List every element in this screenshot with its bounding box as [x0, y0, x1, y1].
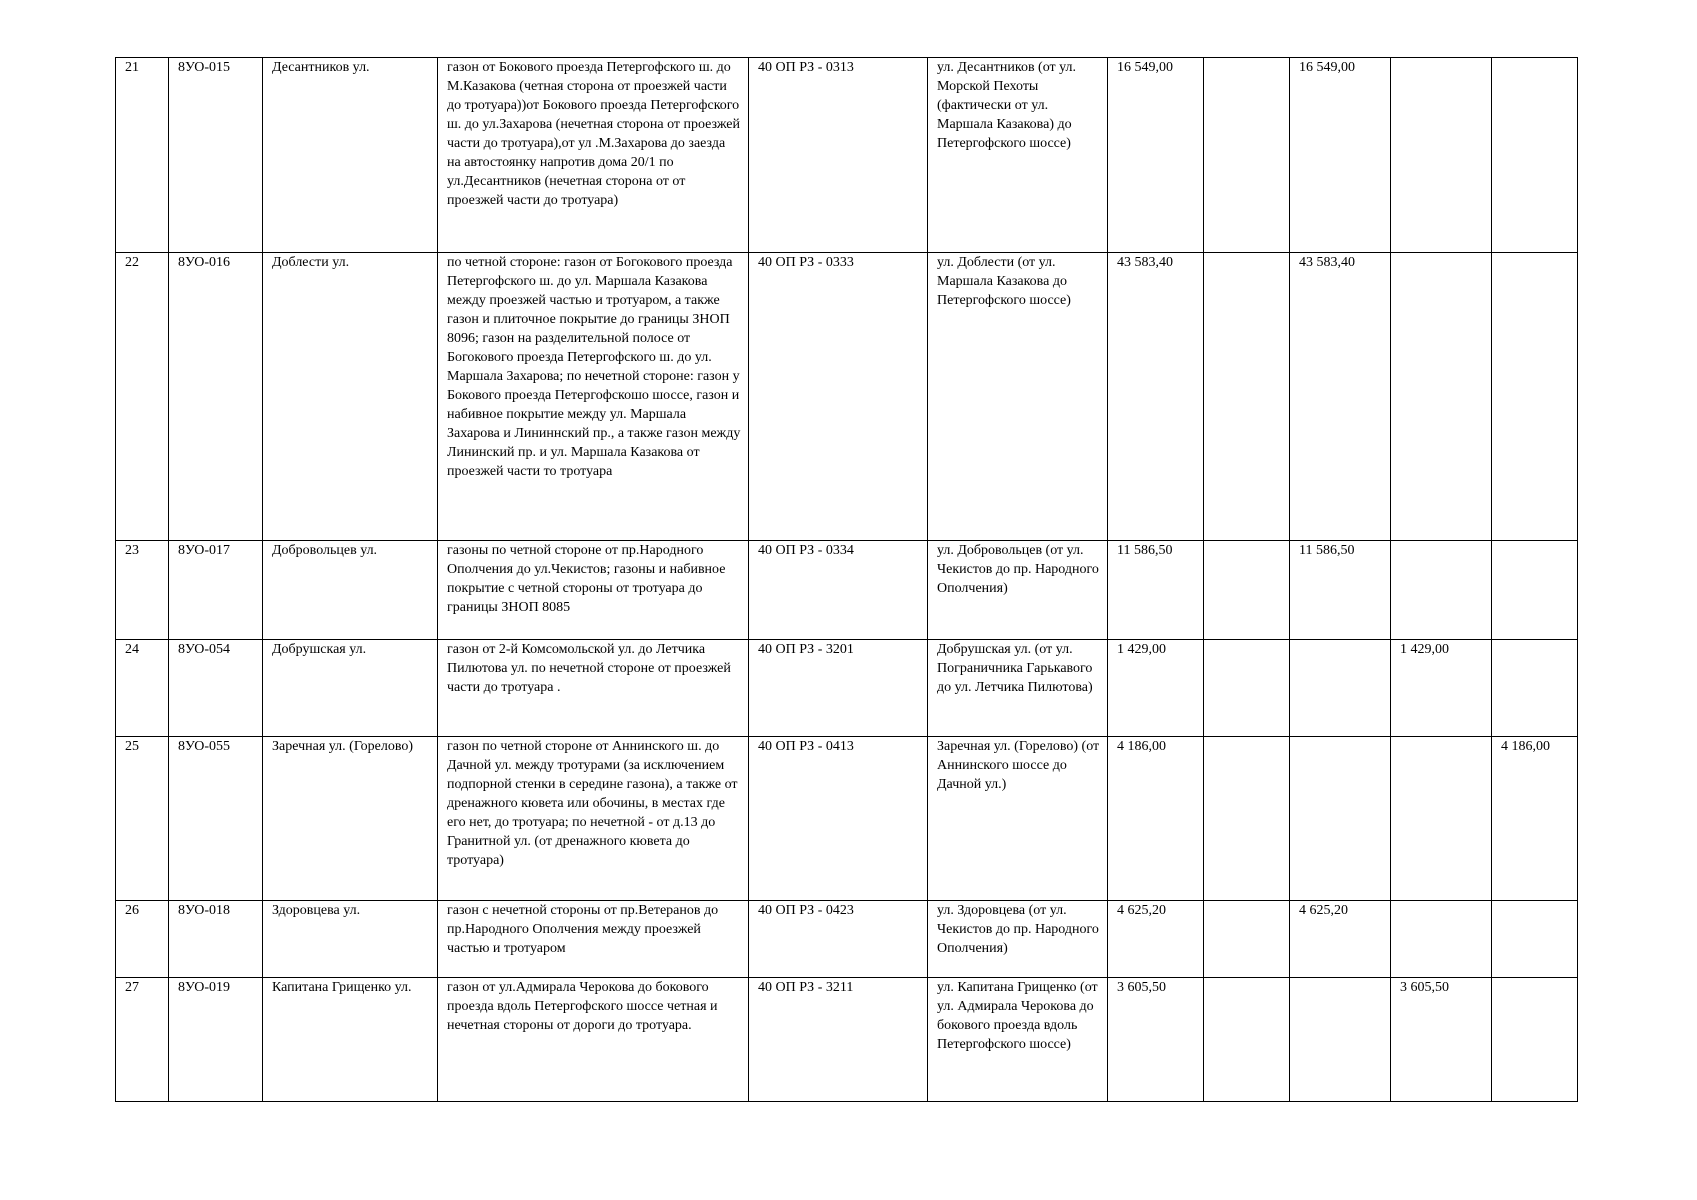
cell-code: 8УО-019	[169, 978, 263, 1102]
cell-street: Заречная ул. (Горелово)	[263, 737, 438, 901]
cell-col8	[1204, 737, 1290, 901]
cell-area: 3 605,50	[1108, 978, 1204, 1102]
cell-col8	[1204, 640, 1290, 737]
cell-col8	[1204, 58, 1290, 253]
cell-col9	[1290, 737, 1391, 901]
cell-col9: 43 583,40	[1290, 253, 1391, 541]
cell-number: 23	[116, 541, 169, 640]
cell-area: 1 429,00	[1108, 640, 1204, 737]
cell-code: 8УО-018	[169, 901, 263, 978]
cell-col10: 1 429,00	[1391, 640, 1492, 737]
table-row	[116, 541, 1578, 640]
cell-road-id: 40 ОП РЗ - 3211	[749, 978, 928, 1102]
cell-road-name: ул. Доблести (от ул. Маршала Казакова до Петергофского шоссе)	[928, 253, 1108, 541]
cell-number: 25	[116, 737, 169, 901]
cell-street: Доблести ул.	[263, 253, 438, 541]
cell-area: 43 583,40	[1108, 253, 1204, 541]
cell-description: газон по четной стороне от Аннинского ш. до Дачной ул. между тротурами (за исключением подпорной стенки в середине газона), а также от дренажного кювета или обочины, в местах где его нет, до тротуара; по нечетной - от д.13 до Гранитной ул. (от дренажного кювета до тротуара)	[438, 737, 749, 901]
cell-road-id: 40 ОП РЗ - 0313	[749, 58, 928, 253]
cell-road-name: ул. Десантников (от ул. Морской Пехоты (фактически от ул. Маршала Казакова) до Петергофского шоссе)	[928, 58, 1108, 253]
cell-description: по четной стороне: газон от Богокового проезда Петергофского ш. до ул. Маршала Казакова между проезжей частью и тротуаром, а также газон и плиточное покрытие до границы ЗНОП 8096; газон на разделительной полосе от Богокового проезда Петергофского ш. до ул. Маршала Захарова; по нечетной стороне: газон у Бокового проезда Петергофскошо шоссе, газон и набивное покрытие между ул. Маршала Захарова и Лининнский пр., а также газон между Лининский пр. и ул. Маршала Казакова от проезжей части то тротуара	[438, 253, 749, 541]
cell-number: 21	[116, 58, 169, 253]
cell-street: Капитана Грищенко ул.	[263, 978, 438, 1102]
cell-road-name: ул. Капитана Грищенко (от ул. Адмирала Черокова до бокового проезда вдоль Петергофского шоссе)	[928, 978, 1108, 1102]
cell-area: 16 549,00	[1108, 58, 1204, 253]
cell-col11	[1492, 640, 1578, 737]
cell-col10	[1391, 253, 1492, 541]
cell-col9	[1290, 978, 1391, 1102]
cell-description: газон от ул.Адмирала Черокова до бокового проезда вдоль Петергофского шоссе четная и нечетная стороны от дороги до тротуара.	[438, 978, 749, 1102]
cell-code: 8УО-054	[169, 640, 263, 737]
cell-col11	[1492, 253, 1578, 541]
cell-road-name: Добрушская ул. (от ул. Пограничника Гарькавого до ул. Летчика Пилютова)	[928, 640, 1108, 737]
cell-road-name: ул. Здоровцева (от ул. Чекистов до пр. Народного Ополчения)	[928, 901, 1108, 978]
cell-description: газоны по четной стороне от пр.Народного Ополчения до ул.Чекистов; газоны и набивное покрытие с четной стороны от тротуара до границы ЗНОП 8085	[438, 541, 749, 640]
cell-area: 11 586,50	[1108, 541, 1204, 640]
cell-col11	[1492, 541, 1578, 640]
cell-col9	[1290, 640, 1391, 737]
cell-col8	[1204, 253, 1290, 541]
cell-col9: 4 625,20	[1290, 901, 1391, 978]
table-row	[116, 640, 1578, 737]
cell-code: 8УО-017	[169, 541, 263, 640]
registry-table	[115, 57, 1578, 1102]
cell-street: Добрушская ул.	[263, 640, 438, 737]
cell-code: 8УО-016	[169, 253, 263, 541]
cell-road-id: 40 ОП РЗ - 0334	[749, 541, 928, 640]
cell-col11: 4 186,00	[1492, 737, 1578, 901]
cell-code: 8УО-015	[169, 58, 263, 253]
cell-col8	[1204, 978, 1290, 1102]
table-row	[116, 58, 1578, 253]
cell-area: 4 186,00	[1108, 737, 1204, 901]
cell-area: 4 625,20	[1108, 901, 1204, 978]
cell-number: 22	[116, 253, 169, 541]
cell-code: 8УО-055	[169, 737, 263, 901]
cell-number: 26	[116, 901, 169, 978]
cell-col10: 3 605,50	[1391, 978, 1492, 1102]
cell-road-id: 40 ОП РЗ - 0413	[749, 737, 928, 901]
cell-description: газон от 2-й Комсомольской ул. до Летчика Пилютова ул. по нечетной стороне от проезжей части до тротуара .	[438, 640, 749, 737]
cell-street: Десантников ул.	[263, 58, 438, 253]
cell-col10	[1391, 901, 1492, 978]
cell-col10	[1391, 58, 1492, 253]
cell-col9: 11 586,50	[1290, 541, 1391, 640]
table-row	[116, 901, 1578, 978]
cell-col10	[1391, 541, 1492, 640]
cell-description: газон от Бокового проезда Петергофского ш. до М.Казакова (четная сторона от проезжей части до тротуара))от Бокового проезда Петергофского ш. до ул.Захарова (нечетная сторона от проезжей части до тротуара),от ул .М.Захарова до заезда на автостоянку напротив дома 20/1 по ул.Десантников (нечетная сторона от от проезжей части до тротуара)	[438, 58, 749, 253]
cell-col11	[1492, 978, 1578, 1102]
table-row	[116, 737, 1578, 901]
cell-street: Добровольцев ул.	[263, 541, 438, 640]
cell-road-id: 40 ОП РЗ - 0333	[749, 253, 928, 541]
cell-number: 24	[116, 640, 169, 737]
cell-col8	[1204, 541, 1290, 640]
cell-description: газон с нечетной стороны от пр.Ветеранов до пр.Народного Ополчения между проезжей частью и тротуаром	[438, 901, 749, 978]
cell-road-name: ул. Добровольцев (от ул. Чекистов до пр. Народного Ополчения)	[928, 541, 1108, 640]
cell-col11	[1492, 58, 1578, 253]
cell-road-id: 40 ОП РЗ - 0423	[749, 901, 928, 978]
cell-number: 27	[116, 978, 169, 1102]
table-row	[116, 978, 1578, 1102]
table-row	[116, 253, 1578, 541]
cell-col10	[1391, 737, 1492, 901]
cell-road-name: Заречная ул. (Горелово) (от Аннинского шоссе до Дачной ул.)	[928, 737, 1108, 901]
cell-road-id: 40 ОП РЗ - 3201	[749, 640, 928, 737]
cell-col8	[1204, 901, 1290, 978]
cell-col9: 16 549,00	[1290, 58, 1391, 253]
cell-street: Здоровцева ул.	[263, 901, 438, 978]
cell-col11	[1492, 901, 1578, 978]
